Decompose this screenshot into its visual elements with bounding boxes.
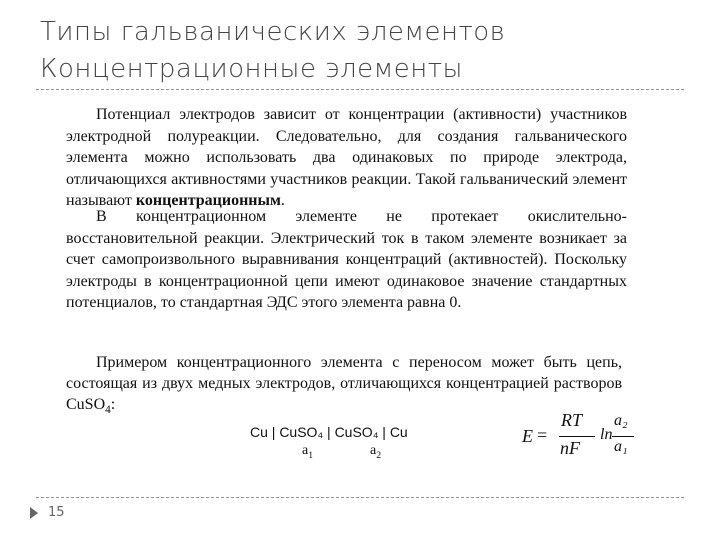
cell-scheme [250,424,450,461]
formula-ln: ln [600,426,613,443]
ratio-numerator: a₂ [614,412,628,429]
paragraph-3-text: Примером концентрационного элемента с переносом может быть цепь, состоящая из двух медных электродов, отличающихся концентрацией растворов [66,354,622,392]
activity-a1 [302,443,313,461]
a1-base: a [302,443,309,458]
cuso4-sub: 4 [105,404,111,417]
paragraph-3-end: : [110,396,116,413]
title-line-1: Типы гальванических элементов [40,17,506,47]
cell-notation: Cu | CuSO₄ | CuSO₄ | Cu [250,424,408,440]
slide-title [40,14,680,88]
term-concentration: концентрационным [135,192,281,209]
fraction-bar [559,436,595,437]
bottom-divider [36,497,684,498]
ratio-denominator: a₁ [614,438,628,455]
a2-sub: 2 [376,449,382,461]
cuso4-formula [66,396,111,417]
slide-number [30,505,65,525]
formula-denominator: nF [560,438,580,458]
paragraph-1-text: Потенциал электродов зависит от концентрации (активности) участников электродной полуреакции. Следовательно, для создания гальванического элемента можно использовать два одинаковых по природе электрода, отличающихся активностями участников реакции. Такой гальванический элемент называют [66,106,627,209]
paragraph-1 [66,104,627,212]
title-line-2: Концентрационные элементы [40,54,463,84]
paragraph-2: В концентрационном элементе не протекает окислительно-восстановительной реакции. Электрический ток в таком элементе возникает за счет самопроизвольного выравнивания концентраций (активностей). Поскольку электроды в концентрационной цепи имеют одинаковое значение стандартных потенциалов, то стандартная ЭДС этого элемента равна 0. [66,208,627,311]
nernst-formula [518,408,658,468]
activity-labels [250,443,450,461]
formula-numerator: RT [561,410,583,430]
a2-base: a [370,443,377,458]
top-divider [36,89,684,90]
ratio-bar [612,436,634,437]
paragraph-1-end: . [280,192,285,209]
formula-equals: = [537,425,548,445]
slide-number-text: 15 [48,505,65,520]
a1-sub: 1 [308,449,314,461]
formula-lhs: E [522,426,533,446]
slide-arrow-icon [30,507,38,519]
activity-a2 [370,443,381,461]
cuso4-base: CuSO [66,396,106,413]
